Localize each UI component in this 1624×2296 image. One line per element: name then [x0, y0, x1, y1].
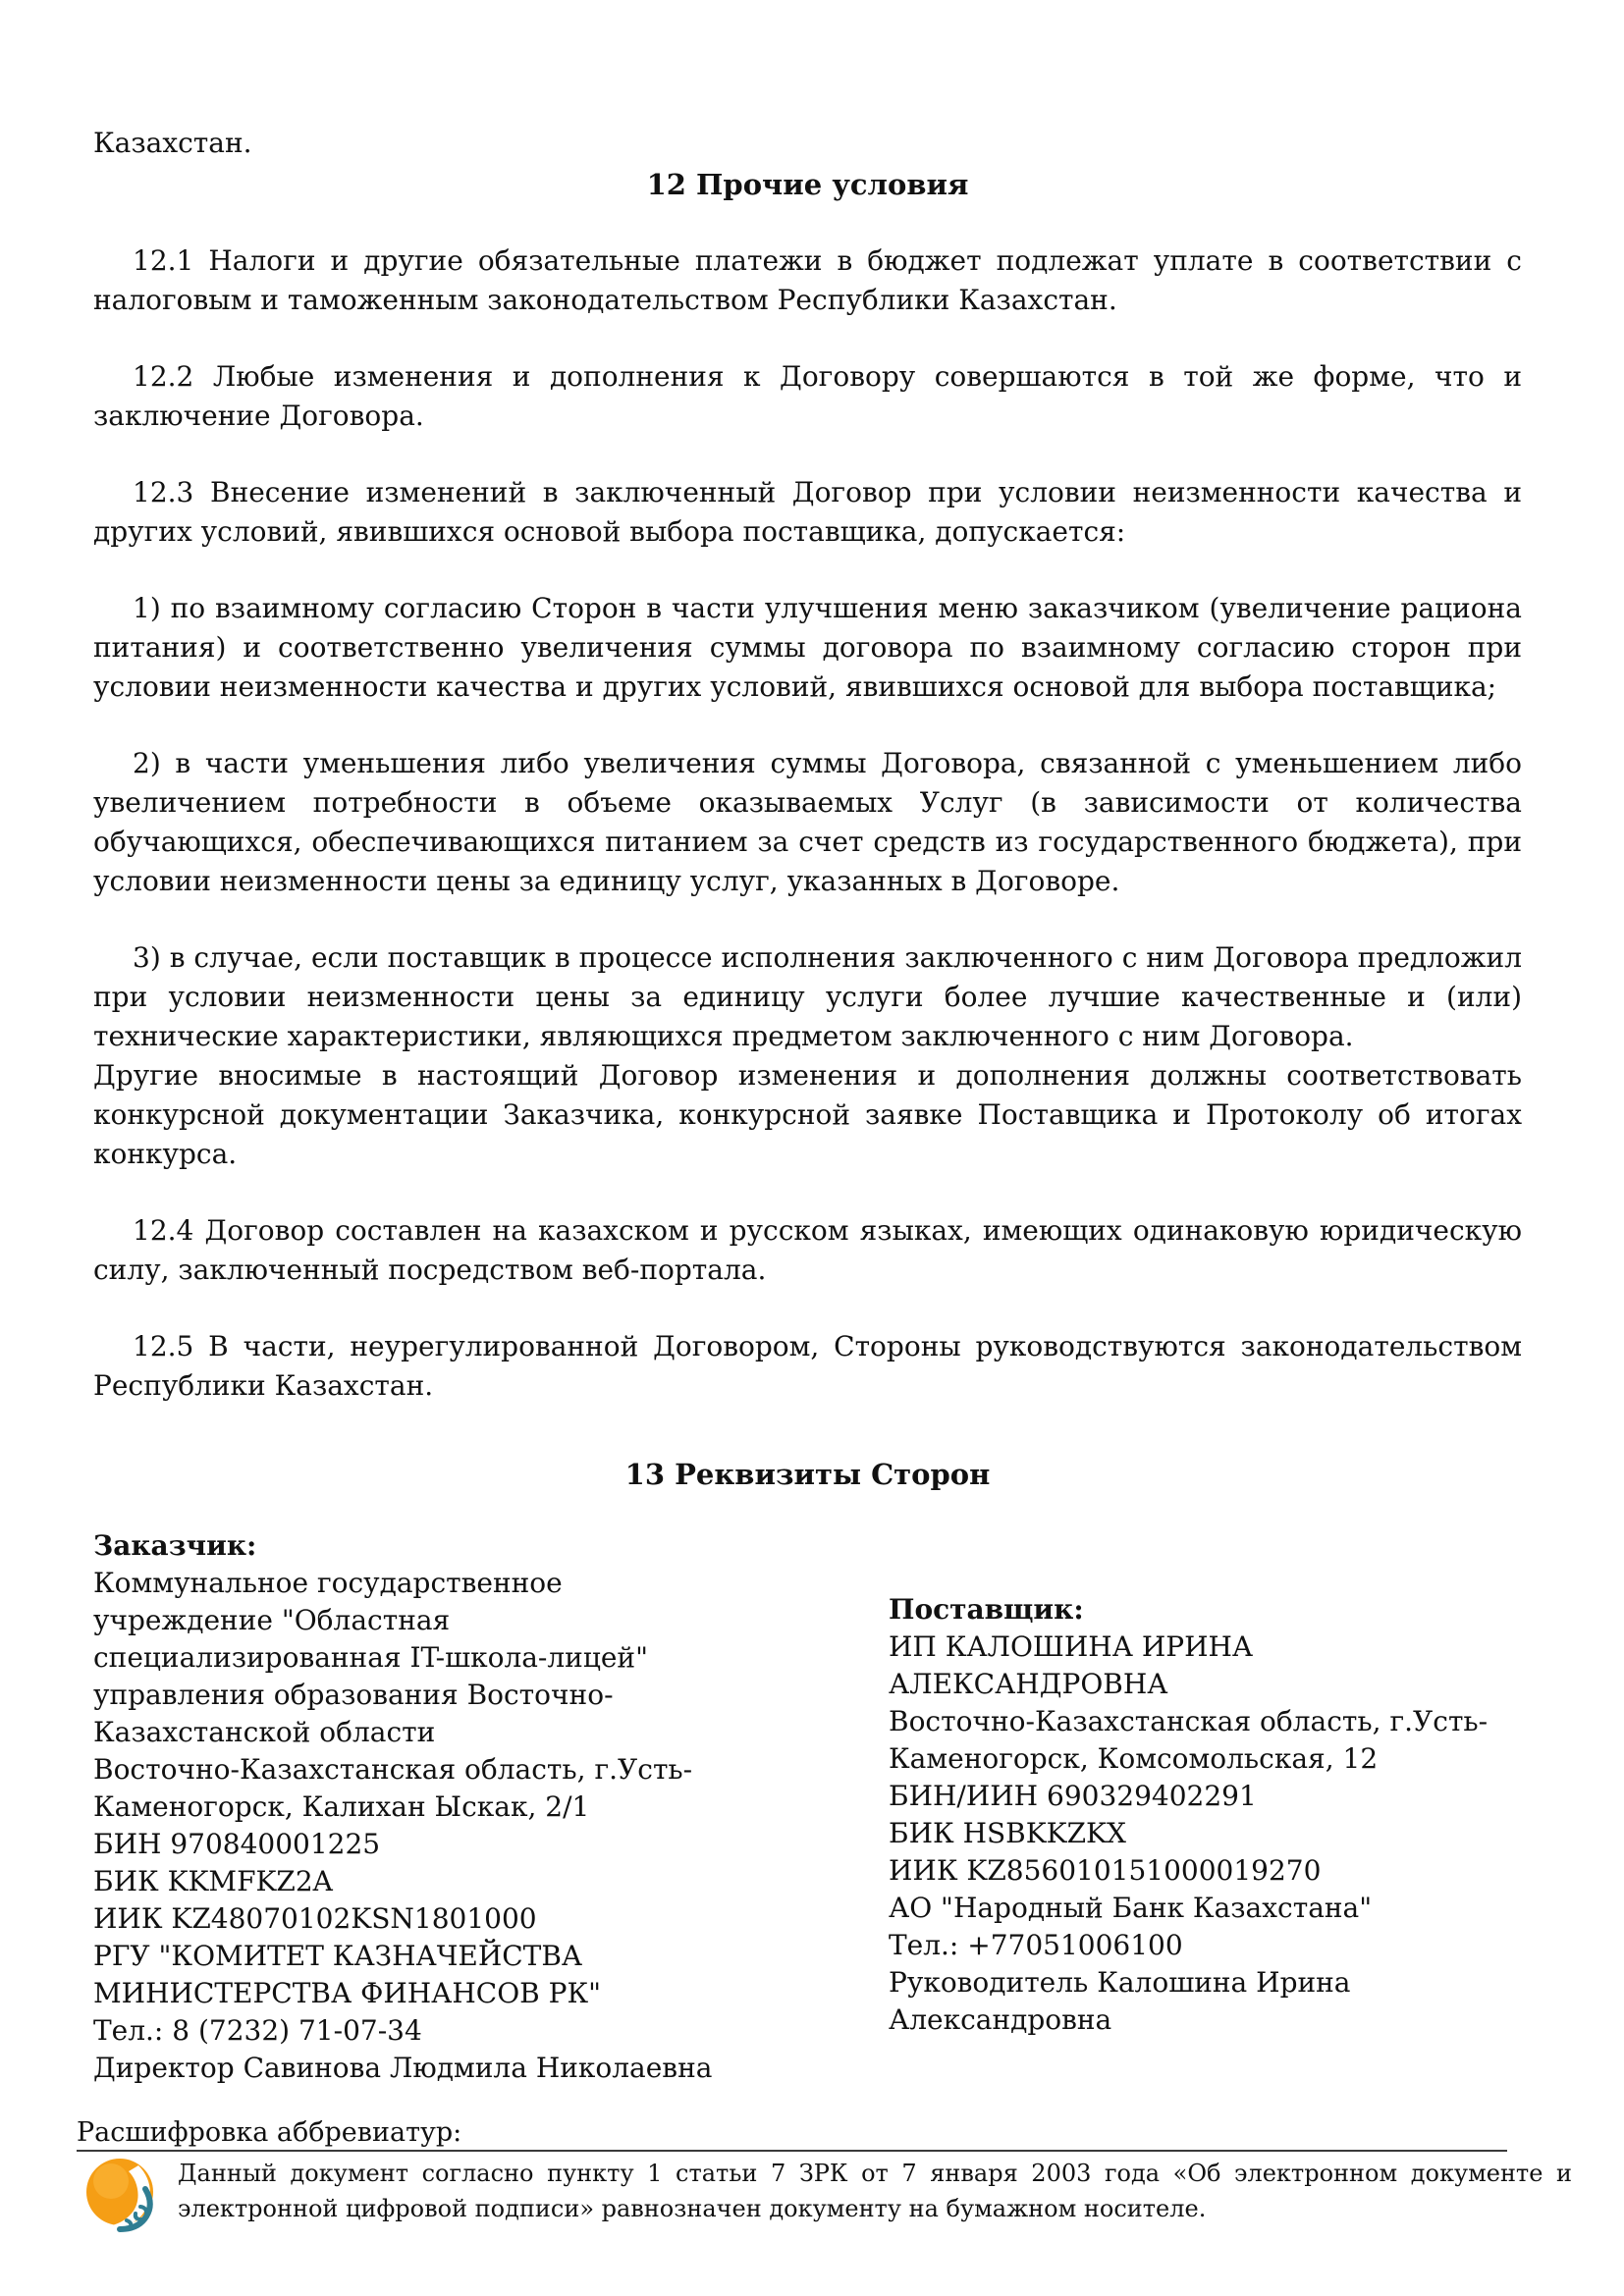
supplier-column	[889, 1591, 1522, 2039]
supplier-detail-line: АЛЕКСАНДРОВНА	[889, 1668, 1168, 1700]
customer-detail-line: учреждение "Областная	[93, 1604, 451, 1636]
paragraph-12-3-item-3-continuation: Другие вносимые в настоящий Договор изменения и дополнения должны соответствовать конкурсной документации Заказчика, конкурсной заявке Поставщика и Протоколу об итогах конкурса.	[93, 1059, 1522, 1170]
customer-detail-line: ИИК KZ48070102KSN1801000	[93, 1902, 537, 1935]
customer-details	[93, 1565, 889, 2087]
customer-detail-line: РГУ "КОМИТЕТ КАЗНАЧЕЙСТВА	[93, 1940, 583, 1972]
paragraph-12-3-item-1: 1) по взаимному согласию Сторон в части улучшения меню заказчиком (увеличение рациона питания) и соответственно увеличения суммы договора по взаимному согласию сторон при условии неизменности качества и других условий, явившихся основой для выбора поставщика;	[93, 592, 1522, 703]
section-12-body	[93, 165, 1522, 1406]
abbreviations-heading: Расшифровка аббревиатур:	[77, 2116, 1507, 2152]
customer-detail-line: Казахстанской области	[93, 1716, 436, 1748]
egov-seal-icon	[83, 2156, 162, 2236]
supplier-detail-line: Каменогорск, Комсомольская, 12	[889, 1742, 1379, 1775]
supplier-detail-line: Александровна	[889, 2003, 1112, 2036]
section-13-heading: 13 Реквизиты Сторон	[624, 1458, 991, 1491]
supplier-detail-line: БИК HSBKKZKX	[889, 1817, 1126, 1849]
paragraph-12-1: 12.1 Налоги и другие обязательные платежи в бюджет подлежат уплате в соответствии с налоговым и таможенным законодательством Республики Казахстан.	[93, 244, 1522, 316]
customer-detail-line: БИК KKMFKZ2A	[93, 1865, 333, 1897]
supplier-detail-line: Восточно-Казахстанская область, г.Усть-	[889, 1705, 1489, 1737]
customer-detail-line: Каменогорск, Калихан Ыскак, 2/1	[93, 1790, 590, 1823]
paragraph-12-3-item-2: 2) в части уменьшения либо увеличения суммы Договора, связанной с уменьшением либо увеличением потребности в объеме оказываемых Услуг (в зависимости от количества обучающихся, обеспечивающихся питанием за счет средств из государственного бюджета), при условии неизменности цены за единицу услуг, указанных в Договоре.	[93, 747, 1522, 897]
customer-detail-line: Директор Савинова Людмила Николаевна	[93, 2052, 713, 2084]
customer-column	[93, 1527, 889, 2087]
section-12-heading: 12 Прочие условия	[646, 168, 969, 201]
supplier-detail-line: Руководитель Калошина Ирина	[889, 1966, 1351, 1999]
supplier-title: Поставщик:	[889, 1593, 1084, 1626]
customer-detail-line: управления образования Восточно-	[93, 1679, 614, 1711]
paragraph-12-3: 12.3 Внесение изменений в заключенный Договор при условии неизменности качества и других условий, явившихся основой выбора поставщика, допускается:	[93, 476, 1522, 548]
electronic-document-note: Данный документ согласно пункту 1 статьи 7 ЗРК от 7 января 2003 года «Об электронном документе и электронной цифровой подписи» равнозначен документу на бумажном носителе.	[178, 2160, 1572, 2222]
supplier-detail-line: АО "Народный Банк Казахстана"	[889, 1892, 1373, 1924]
previous-page-text-fragment: Казахстан.	[93, 127, 252, 159]
customer-detail-line: МИНИСТЕРСТВА ФИНАНСОВ РК"	[93, 1977, 602, 2009]
requisites-columns	[93, 1527, 1522, 2087]
paragraph-12-5: 12.5 В части, неурегулированной Договором, Стороны руководствуются законодательством Республики Казахстан.	[93, 1330, 1522, 1402]
customer-detail-line: Тел.: 8 (7232) 71-07-34	[93, 2014, 422, 2047]
customer-detail-line: БИН 970840001225	[93, 1828, 381, 1860]
paragraph-12-4: 12.4 Договор составлен на казахском и русском языках, имеющих одинаковую юридическую силу, заключенный посредством веб-портала.	[93, 1214, 1522, 1286]
customer-detail-line: Восточно-Казахстанская область, г.Усть-	[93, 1753, 693, 1786]
supplier-detail-line: Тел.: +77051006100	[889, 1929, 1183, 1961]
paragraph-12-2: 12.2 Любые изменения и дополнения к Договору совершаются в той же форме, что и заключение Договора.	[93, 360, 1522, 432]
supplier-detail-line: ИИК KZ856010151000019270	[889, 1854, 1322, 1887]
paragraph-12-3-item-3: 3) в случае, если поставщик в процессе исполнения заключенного с ним Договора предложил при условии неизменности цены за единицу услуги более лучшие качественные и (или) технические характеристики, являющихся предметом заключенного с ним Договора.	[93, 941, 1522, 1052]
supplier-detail-line: БИН/ИИН 690329402291	[889, 1780, 1257, 1812]
customer-detail-line: специализированная IT-школа-лицей"	[93, 1641, 648, 1674]
customer-detail-line: Коммунальное государственное	[93, 1567, 563, 1599]
customer-title: Заказчик:	[93, 1529, 257, 1562]
signature-note-row	[83, 2156, 1572, 2236]
supplier-details	[889, 1629, 1522, 2039]
supplier-detail-line: ИП КАЛОШИНА ИРИНА	[889, 1630, 1254, 1663]
